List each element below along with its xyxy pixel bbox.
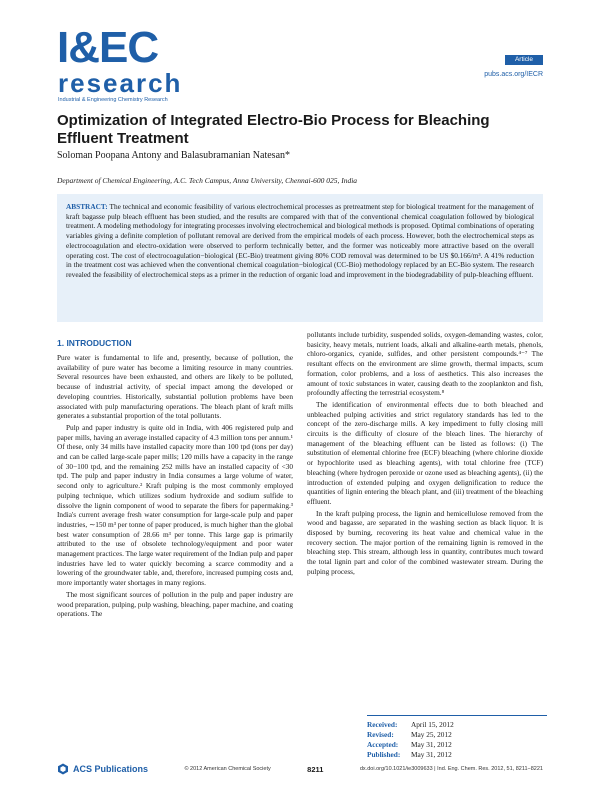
history-label: Accepted: (367, 740, 399, 749)
history-row (367, 720, 547, 730)
article-type-badge: Article (505, 55, 543, 65)
article-title: Optimization of Integrated Electro-Bio Process for Bleaching Effluent Treatment (57, 112, 490, 147)
body-paragraph: The identification of environmental effects due to both bleached and unbleached pulping activities and strict regulatory standards has led to the concept of the zero-discharge mills. A key impediment to fully closing mill circuits is the difficulty of closure of the bleach lines. The hierarchy of management of the bleaching effluent can be listed as follows: (i) The substitution of elemental chlorine free (ECF) bleaching (where chlorine dioxide or hypochlorite used as bleaching agents), with total chlorine free (TCF) bleaching (where hydrogen peroxide or ozone used as bleaching agents), (ii) the introduction of extended pulping and oxygen delignification to reduce the quantities of lignin entering the bleach plant, and (iii) treatment of the bleaching effluent. (307, 399, 543, 506)
body-paragraph: Pulp and paper industry is quite old in India, with 406 registered pulp and paper mills, having an average installed capacity of 4.3 million tons per annum.¹ Of these, only 34 mills have installed capacity more than 100 tpd (tons per day) and can be called large-scale paper mills; 120 mills have a capacity in the range of 30−100 tpd, and the remaining 252 mills have an installed capacity of <30 tpd. The pulp and paper industry in India consumes a large volume of water, second only to agriculture.² Kraft pulping is the most commonly employed pulping technique, which utilizes sodium hydroxide and sodium sulfide to dissolve the lignin component of wood to separate the fibers for papermaking.³ India's current average fresh water consumption for large-scale pulp and paper industries, ∼150 m³ per tonne of paper produced, is much higher than the global best water consumption of 28.66 m³ per tonne. This large gap is primarily attributed to the use of obsolete technology/equipment and poor water management practices. The large water requirement of the Indian pulp and paper industries have led to water quickly becoming a scarce commodity and a lowering of the groundwater table, and, therefore, increased pumping costs and, more importantly water shortages in many regions. (57, 422, 293, 588)
history-date: May 31, 2012 (411, 740, 452, 749)
history-date: April 15, 2012 (411, 720, 454, 729)
journal-url-link[interactable]: pubs.acs.org/IECR (484, 71, 543, 78)
author-affiliation: Department of Chemical Engineering, A.C. Tech Campus, Anna University, Chennai-600 025, India (57, 176, 358, 185)
journal-logo-research: research (58, 68, 183, 98)
body-column-right (307, 330, 543, 579)
page-footer (57, 762, 543, 776)
publisher-name: ACS Publications (73, 764, 149, 774)
abstract-paragraph (66, 202, 534, 280)
abstract-text: The technical and economic feasibility of various electrochemical processes as pretreatment step for biological treatment for the management of kraft bagasse pulp bleach effluent has been studied, and the results are compared with that of the conventional chemical coagulation followed by biological treatment. A modeling methodology for integrating processes involving electrochemical and biological methods is proposed. Optimal combinations of operating variables giving a definite completion of pollutant removal are derived from the empirical models of each process. However, both the electrochemical steps as electrocoagulation and electro-oxidation were observed to perform technically better, and the former was noticeably more attractive based on the overall operating cost. The cost of electrocoagulation−biological (EC-Bio) treatment giving 80% COD removal was determined to be US $0.166/m³. A 41% reduction in the treatment cost was achieved when the conventional chemical coagulation−biological (CC-Bio) methodology replaced by an EC-Bio system. The research revealed the feasibility of electrochemical steps as a primer in the reduction of organic load and improvement in the biodegradability of pulp-bleaching effluent. (66, 202, 534, 279)
journal-logo-subtitle: Industrial & Engineering Chemistry Research (58, 97, 168, 103)
page-number: 8211 (307, 764, 324, 774)
history-label: Revised: (367, 730, 394, 739)
body-column-left (57, 338, 293, 621)
history-row (367, 750, 547, 760)
author-list: Soloman Poopana Antony and Balasubramanian Natesan* (57, 150, 291, 161)
journal-logo: I&EC (57, 23, 159, 72)
publisher-logo (57, 763, 148, 775)
history-date: May 31, 2012 (411, 750, 452, 759)
body-paragraph: In the kraft pulping process, the lignin and hemicellulose removed from the wood and bagasse, are separated in the washing section as black liquor. It is disposed by burning, recovering its heat value and chemical value in the recovery section. The major portion of the remaining lignin is removed in the bleaching step. This stream, although less in quantity, contributes much toward the total lignin part and color of the combined wastewater stream. During the pulping process, (307, 508, 543, 576)
abstract-box (57, 194, 543, 322)
history-date: May 25, 2012 (411, 730, 452, 739)
abstract-label: ABSTRACT: (66, 202, 108, 211)
acs-hexagon-icon (57, 763, 69, 775)
history-row (367, 730, 547, 740)
copyright-text: © 2012 American Chemical Society (184, 766, 271, 772)
history-row (367, 740, 547, 750)
section-heading: 1. INTRODUCTION (57, 338, 132, 348)
doi-citation-link[interactable]: dx.doi.org/10.1021/ie3009633 | Ind. Eng. Chem. Res. 2012, 51, 8211−8221 (359, 766, 543, 772)
history-label: Received: (367, 720, 398, 729)
body-paragraph: Pure water is fundamental to life and, presently, because of pollution, the availability of pure water has become a limiting resource in many countries. Several resources have been exhausted, and others are likely to be polluted, because of industrial activity, of special impact among the developed or developing countries. Historically, substantial pollution problems have been associated with pulp manufacturing operations. The bleach plant of kraft mills generates a substantial proportion of the total pollutants. (57, 353, 293, 421)
body-paragraph: The most significant sources of pollution in the pulp and paper industry are wood preparation, pulping, pulp washing, bleaching, paper machine, and coating operations. The (57, 589, 293, 619)
body-paragraph: pollutants include turbidity, suspended solids, oxygen-demanding wastes, color, basicity, heavy metals, nutrient loads, alkali and alkaline-earth metals, phenols, chloro-organics, cyanide, sulfides, and other persistent compounds.⁴⁻⁷ The resultant effects on the environment are slime growth, thermal impacts, scum formation, color problems, and a loss of aesthetics. This also increases the amount of toxic substances in water, causing death to the zooplankton and fish, profoundly affecting the terrestrial ecosystem.⁸ (307, 330, 543, 398)
history-label: Published: (367, 750, 401, 759)
article-history (367, 715, 547, 760)
